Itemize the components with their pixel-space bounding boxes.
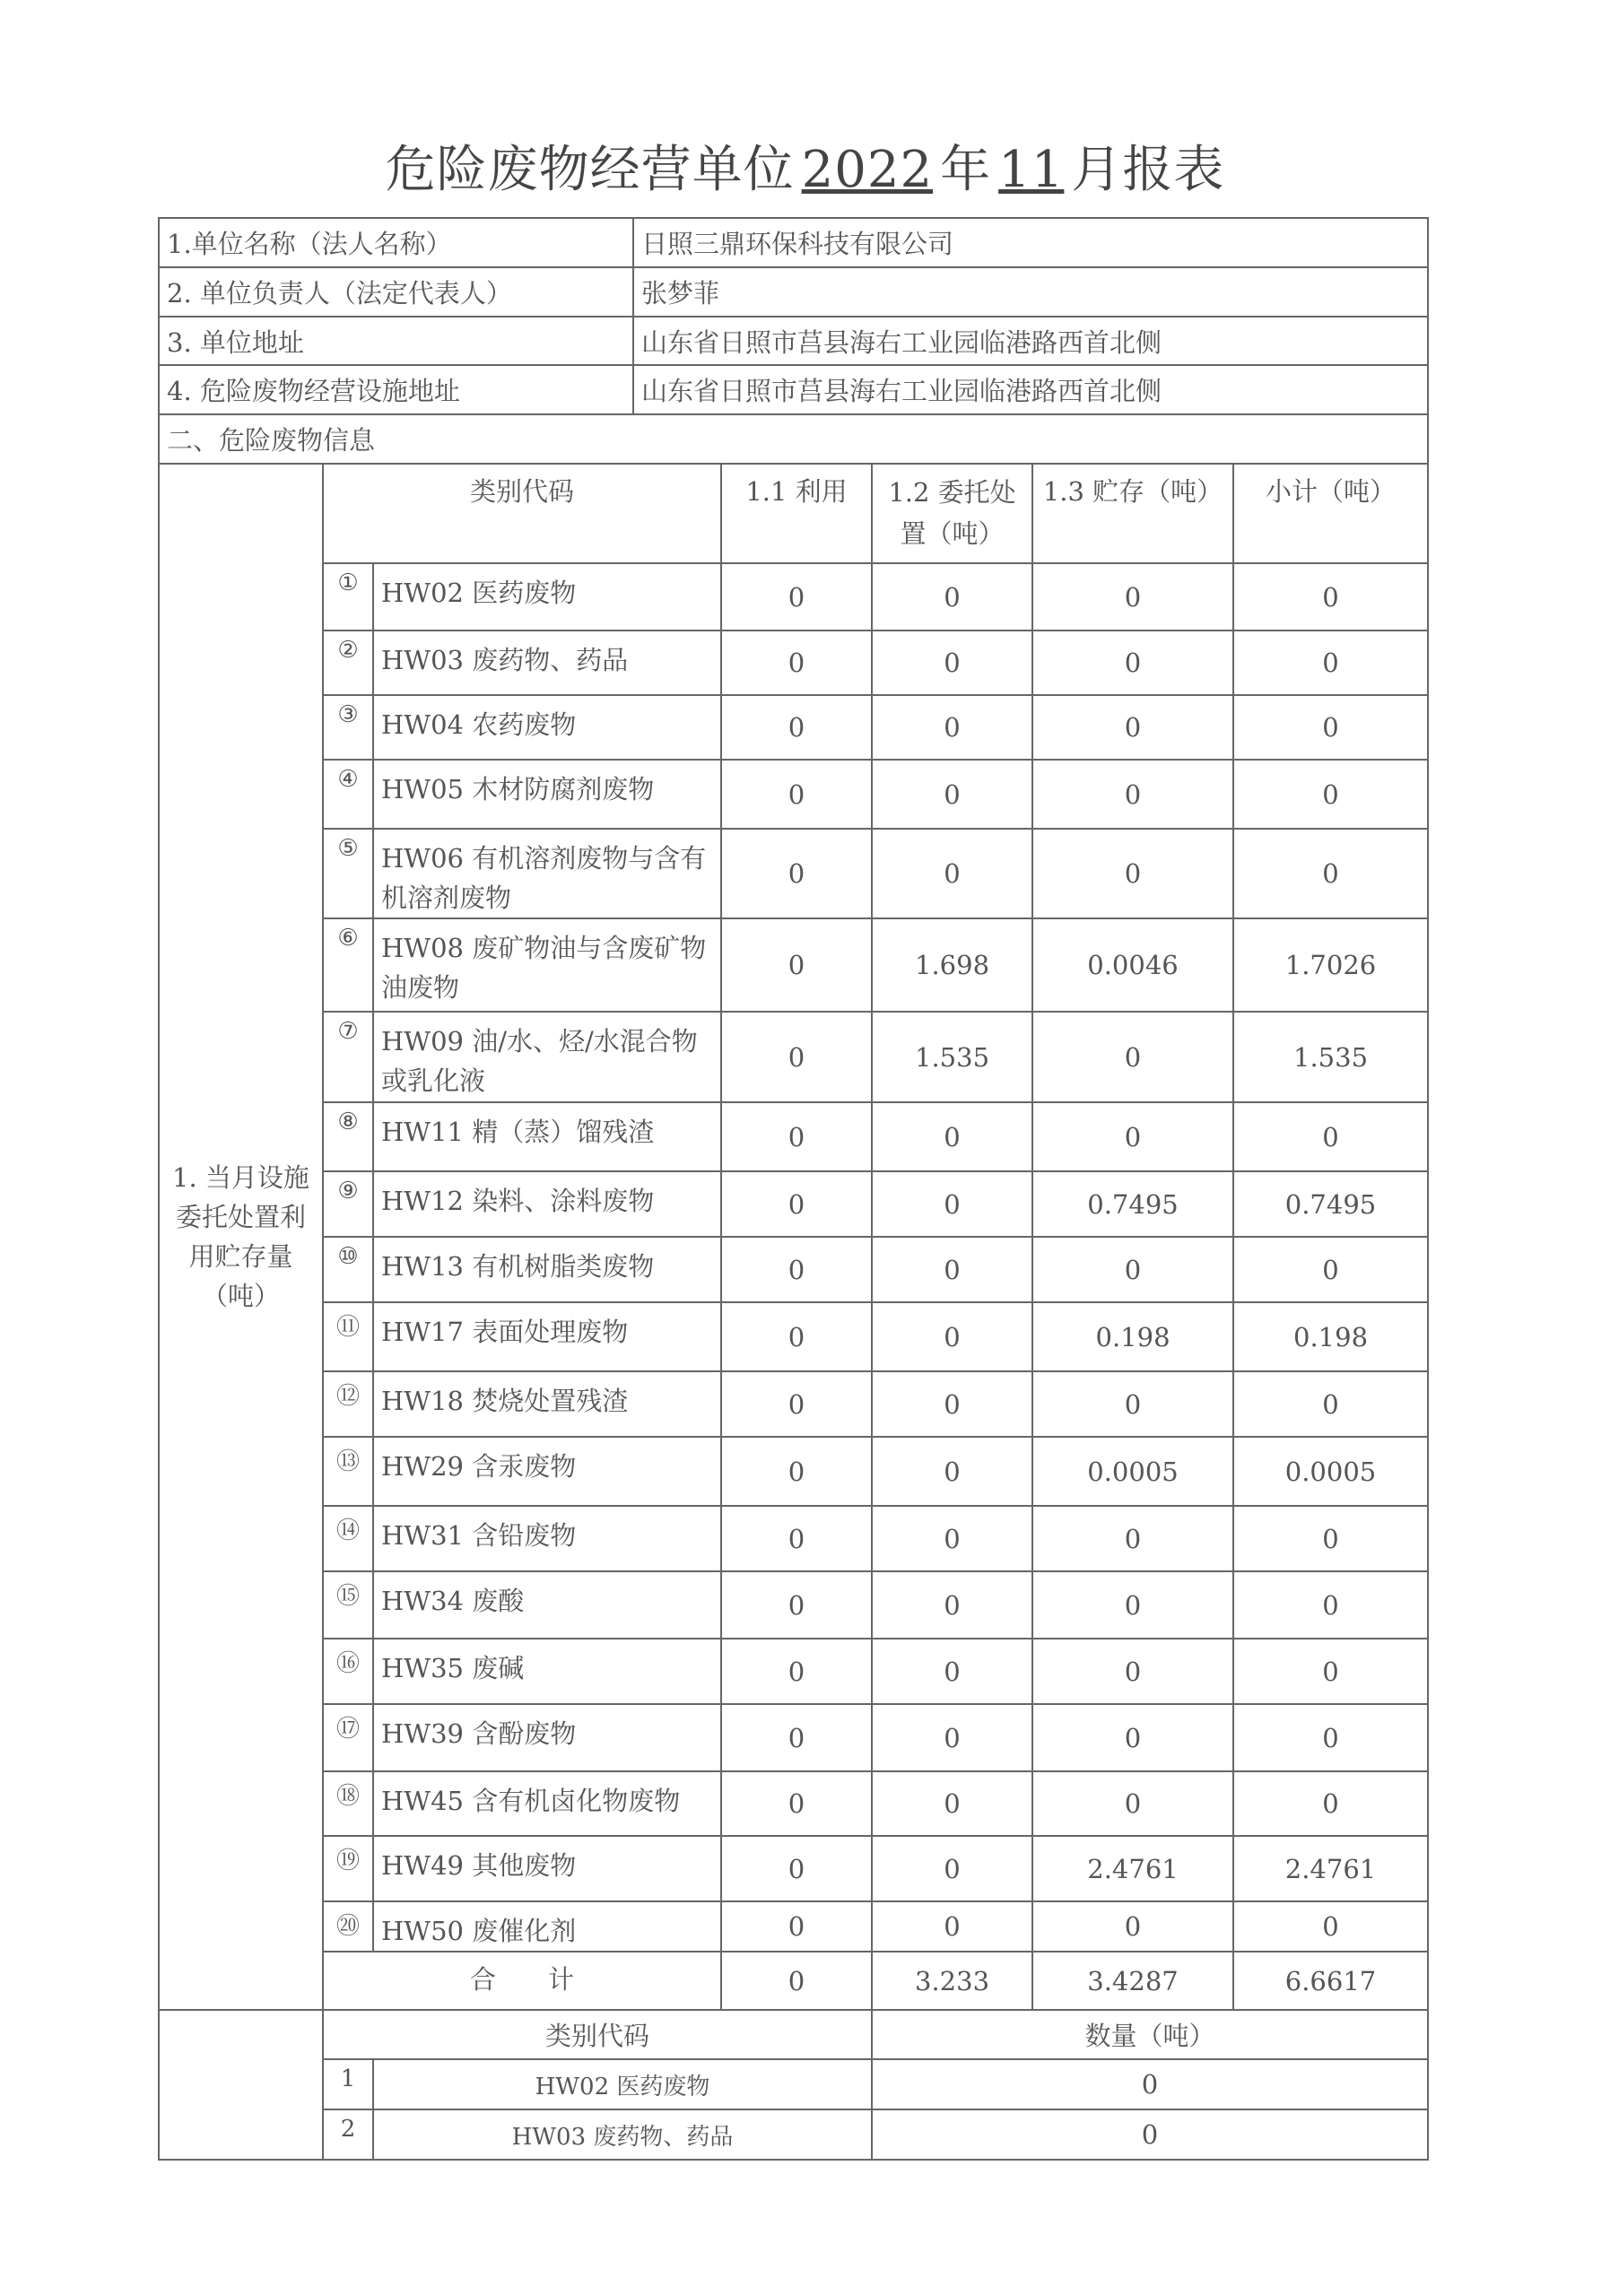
waste-category: HW34 废酸 xyxy=(373,1571,721,1639)
entrust-value: 0 xyxy=(872,1571,1032,1639)
subtotal-value: 0.7495 xyxy=(1233,1171,1428,1237)
subtotal-value: 1.535 xyxy=(1233,1012,1428,1102)
entrust-value: 0 xyxy=(872,1437,1032,1506)
row-number: ⑪ xyxy=(323,1302,373,1371)
use-value: 0 xyxy=(721,1102,872,1171)
use-value: 0 xyxy=(721,695,872,760)
info-row xyxy=(159,267,1428,317)
waste-table xyxy=(158,463,1429,2161)
waste-row xyxy=(159,1506,1428,1571)
waste-category: HW02 医药废物 xyxy=(373,2059,872,2109)
storage-value: 0 xyxy=(1032,1571,1233,1639)
row-number: 2 xyxy=(323,2109,373,2160)
info-row xyxy=(159,317,1428,365)
subtotal-value: 0 xyxy=(1233,695,1428,760)
waste-row xyxy=(159,918,1428,1012)
row-number: ⑲ xyxy=(323,1836,373,1901)
waste-row xyxy=(159,1102,1428,1171)
waste-row xyxy=(159,563,1428,631)
section-b-row xyxy=(159,2109,1428,2160)
use-value: 0 xyxy=(721,1704,872,1771)
row-number: ⑱ xyxy=(323,1771,373,1836)
storage-value: 0 xyxy=(1032,563,1233,631)
waste-category: HW04 农药废物 xyxy=(373,695,721,760)
row-number: ⑬ xyxy=(323,1437,373,1506)
waste-row xyxy=(159,695,1428,760)
report-month: 11 xyxy=(998,141,1065,199)
waste-category: HW06 有机溶剂废物与含有机溶剂废物 xyxy=(373,829,721,918)
row-number: ⑨ xyxy=(323,1171,373,1237)
total-entrust: 3.233 xyxy=(872,1952,1032,2010)
waste-row xyxy=(159,1704,1428,1771)
row-number: ② xyxy=(323,631,373,695)
subtotal-value: 1.7026 xyxy=(1233,918,1428,1012)
use-value: 0 xyxy=(721,829,872,918)
storage-value: 0 xyxy=(1032,760,1233,829)
header-storage: 1.3 贮存（吨） xyxy=(1032,464,1233,563)
waste-category: HW35 废碱 xyxy=(373,1639,721,1704)
storage-value: 0 xyxy=(1032,695,1233,760)
waste-row xyxy=(159,760,1428,829)
subtotal-value: 0 xyxy=(1233,760,1428,829)
storage-value: 0.0046 xyxy=(1032,918,1233,1012)
waste-row xyxy=(159,1571,1428,1639)
waste-category: HW08 废矿物油与含废矿物油废物 xyxy=(373,918,721,1012)
use-value: 0 xyxy=(721,1171,872,1237)
info-label: 2. 单位负责人（法定代表人） xyxy=(159,267,633,317)
subtotal-value: 0.0005 xyxy=(1233,1437,1428,1506)
section-b-row xyxy=(159,2059,1428,2109)
waste-category: HW12 染料、涂料废物 xyxy=(373,1171,721,1237)
info-label: 1.单位名称（法人名称） xyxy=(159,218,633,267)
row-number: ④ xyxy=(323,760,373,829)
section-b-label xyxy=(159,2010,323,2160)
subtotal-value: 0 xyxy=(1233,563,1428,631)
entrust-value: 1.535 xyxy=(872,1012,1032,1102)
storage-value: 0 xyxy=(1032,1771,1233,1836)
use-value: 0 xyxy=(721,563,872,631)
storage-value: 0 xyxy=(1032,829,1233,918)
subtotal-value: 0 xyxy=(1233,1771,1428,1836)
section1-label: 1. 当月设施委托处置利用贮存量（吨） xyxy=(159,464,323,2010)
title-prefix: 危险废物经营单位 xyxy=(385,141,795,199)
use-value: 0 xyxy=(721,1371,872,1437)
info-row xyxy=(159,365,1428,414)
total-label: 合 计 xyxy=(323,1952,721,2010)
total-subtotal: 6.6617 xyxy=(1233,1952,1428,2010)
entrust-value: 0 xyxy=(872,1302,1032,1371)
waste-category: HW03 废药物、药品 xyxy=(373,631,721,695)
storage-value: 0 xyxy=(1032,631,1233,695)
subtotal-value: 2.4761 xyxy=(1233,1836,1428,1901)
entrust-value: 1.698 xyxy=(872,918,1032,1012)
header-row xyxy=(159,464,1428,563)
row-number: ⑭ xyxy=(323,1506,373,1571)
info-value: 日照三鼎环保科技有限公司 xyxy=(633,218,1428,267)
row-number: 1 xyxy=(323,2059,373,2109)
storage-value: 0.0005 xyxy=(1032,1437,1233,1506)
use-value: 0 xyxy=(721,1437,872,1506)
entrust-value: 0 xyxy=(872,1836,1032,1901)
total-storage: 3.4287 xyxy=(1032,1952,1233,2010)
row-number: ① xyxy=(323,563,373,631)
waste-row xyxy=(159,1012,1428,1102)
use-value: 0 xyxy=(721,1901,872,1952)
storage-value: 0.198 xyxy=(1032,1302,1233,1371)
entrust-value: 0 xyxy=(872,1237,1032,1302)
waste-category: HW09 油/水、烃/水混合物或乳化液 xyxy=(373,1012,721,1102)
header-use: 1.1 利用 xyxy=(721,464,872,563)
waste-category: HW18 焚烧处置残渣 xyxy=(373,1371,721,1437)
unit-info-table xyxy=(158,217,1429,465)
row-number: ⑧ xyxy=(323,1102,373,1171)
info-value: 张梦菲 xyxy=(633,267,1428,317)
subtotal-value: 0 xyxy=(1233,1371,1428,1437)
waste-row xyxy=(159,1171,1428,1237)
waste-row xyxy=(159,1639,1428,1704)
entrust-value: 0 xyxy=(872,1901,1032,1952)
entrust-value: 0 xyxy=(872,1171,1032,1237)
subtotal-value: 0 xyxy=(1233,1102,1428,1171)
row-number: ⑩ xyxy=(323,1237,373,1302)
section-b-header-qty: 数量（吨） xyxy=(872,2010,1428,2059)
waste-category: HW11 精（蒸）馏残渣 xyxy=(373,1102,721,1171)
report-year: 2022 xyxy=(801,141,934,199)
entrust-value: 0 xyxy=(872,1704,1032,1771)
waste-row xyxy=(159,1237,1428,1302)
waste-category: HW49 其他废物 xyxy=(373,1836,721,1901)
waste-category: HW03 废药物、药品 xyxy=(373,2109,872,2160)
row-number: ⑫ xyxy=(323,1371,373,1437)
total-row xyxy=(159,1952,1428,2010)
entrust-value: 0 xyxy=(872,631,1032,695)
use-value: 0 xyxy=(721,918,872,1012)
storage-value: 0 xyxy=(1032,1901,1233,1952)
storage-value: 0 xyxy=(1032,1639,1233,1704)
waste-category: HW45 含有机卤化物废物 xyxy=(373,1771,721,1836)
row-number: ⑮ xyxy=(323,1571,373,1639)
storage-value: 0 xyxy=(1032,1012,1233,1102)
storage-value: 0 xyxy=(1032,1237,1233,1302)
subtotal-value: 0 xyxy=(1233,1237,1428,1302)
waste-row xyxy=(159,1302,1428,1371)
subtotal-value: 0 xyxy=(1233,1571,1428,1639)
row-number: ⑥ xyxy=(323,918,373,1012)
subtotal-value: 0 xyxy=(1233,1506,1428,1571)
waste-category: HW13 有机树脂类废物 xyxy=(373,1237,721,1302)
waste-row xyxy=(159,1371,1428,1437)
row-number: ⑯ xyxy=(323,1639,373,1704)
header-subtotal: 小计（吨） xyxy=(1233,464,1428,563)
entrust-value: 0 xyxy=(872,1371,1032,1437)
subtotal-value: 0 xyxy=(1233,1639,1428,1704)
header-entrust: 1.2 委托处置（吨） xyxy=(872,464,1032,563)
info-row xyxy=(159,218,1428,267)
entrust-value: 0 xyxy=(872,695,1032,760)
storage-value: 0 xyxy=(1032,1102,1233,1171)
use-value: 0 xyxy=(721,1836,872,1901)
row-number: ⑤ xyxy=(323,829,373,918)
entrust-value: 0 xyxy=(872,1771,1032,1836)
waste-row xyxy=(159,1836,1428,1901)
entrust-value: 0 xyxy=(872,1639,1032,1704)
waste-row xyxy=(159,1437,1428,1506)
title-year-suffix: 年 xyxy=(940,141,992,199)
waste-category: HW31 含铅废物 xyxy=(373,1506,721,1571)
use-value: 0 xyxy=(721,1237,872,1302)
waste-category: HW05 木材防腐剂废物 xyxy=(373,760,721,829)
entrust-value: 0 xyxy=(872,1102,1032,1171)
storage-value: 2.4761 xyxy=(1032,1836,1233,1901)
info-value: 山东省日照市莒县海右工业园临港路西首北侧 xyxy=(633,317,1428,365)
use-value: 0 xyxy=(721,1571,872,1639)
info-label: 4. 危险废物经营设施地址 xyxy=(159,365,633,414)
use-value: 0 xyxy=(721,1012,872,1102)
subtotal-value: 0 xyxy=(1233,1704,1428,1771)
use-value: 0 xyxy=(721,1302,872,1371)
storage-value: 0 xyxy=(1032,1506,1233,1571)
section-heading: 二、危险废物信息 xyxy=(159,414,1428,464)
subtotal-value: 0.198 xyxy=(1233,1302,1428,1371)
use-value: 0 xyxy=(721,1639,872,1704)
use-value: 0 xyxy=(721,631,872,695)
quantity-value: 0 xyxy=(872,2059,1428,2109)
row-number: ⑦ xyxy=(323,1012,373,1102)
waste-category: HW50 废催化剂 xyxy=(373,1901,721,1952)
info-value: 山东省日照市莒县海右工业园临港路西首北侧 xyxy=(633,365,1428,414)
storage-value: 0 xyxy=(1032,1371,1233,1437)
waste-category: HW02 医药废物 xyxy=(373,563,721,631)
row-number: ⑳ xyxy=(323,1901,373,1952)
title-month-suffix: 月报表 xyxy=(1071,141,1225,199)
section-b-header xyxy=(159,2010,1428,2059)
waste-row xyxy=(159,631,1428,695)
info-label: 3. 单位地址 xyxy=(159,317,633,365)
header-code: 类别代码 xyxy=(323,464,721,563)
waste-category: HW39 含酚废物 xyxy=(373,1704,721,1771)
use-value: 0 xyxy=(721,760,872,829)
entrust-value: 0 xyxy=(872,829,1032,918)
section-b-header-code: 类别代码 xyxy=(323,2010,872,2059)
entrust-value: 0 xyxy=(872,1506,1032,1571)
waste-category: HW29 含汞废物 xyxy=(373,1437,721,1506)
subtotal-value: 0 xyxy=(1233,829,1428,918)
waste-row xyxy=(159,1901,1428,1952)
use-value: 0 xyxy=(721,1506,872,1571)
row-number: ③ xyxy=(323,695,373,760)
waste-row xyxy=(159,829,1428,918)
row-number: ⑰ xyxy=(323,1704,373,1771)
waste-row xyxy=(159,1771,1428,1836)
entrust-value: 0 xyxy=(872,563,1032,631)
entrust-value: 0 xyxy=(872,760,1032,829)
quantity-value: 0 xyxy=(872,2109,1428,2160)
waste-category: HW17 表面处理废物 xyxy=(373,1302,721,1371)
storage-value: 0 xyxy=(1032,1704,1233,1771)
subtotal-value: 0 xyxy=(1233,1901,1428,1952)
use-value: 0 xyxy=(721,1771,872,1836)
total-use: 0 xyxy=(721,1952,872,2010)
subtotal-value: 0 xyxy=(1233,631,1428,695)
storage-value: 0.7495 xyxy=(1032,1171,1233,1237)
report-title xyxy=(0,130,1610,202)
